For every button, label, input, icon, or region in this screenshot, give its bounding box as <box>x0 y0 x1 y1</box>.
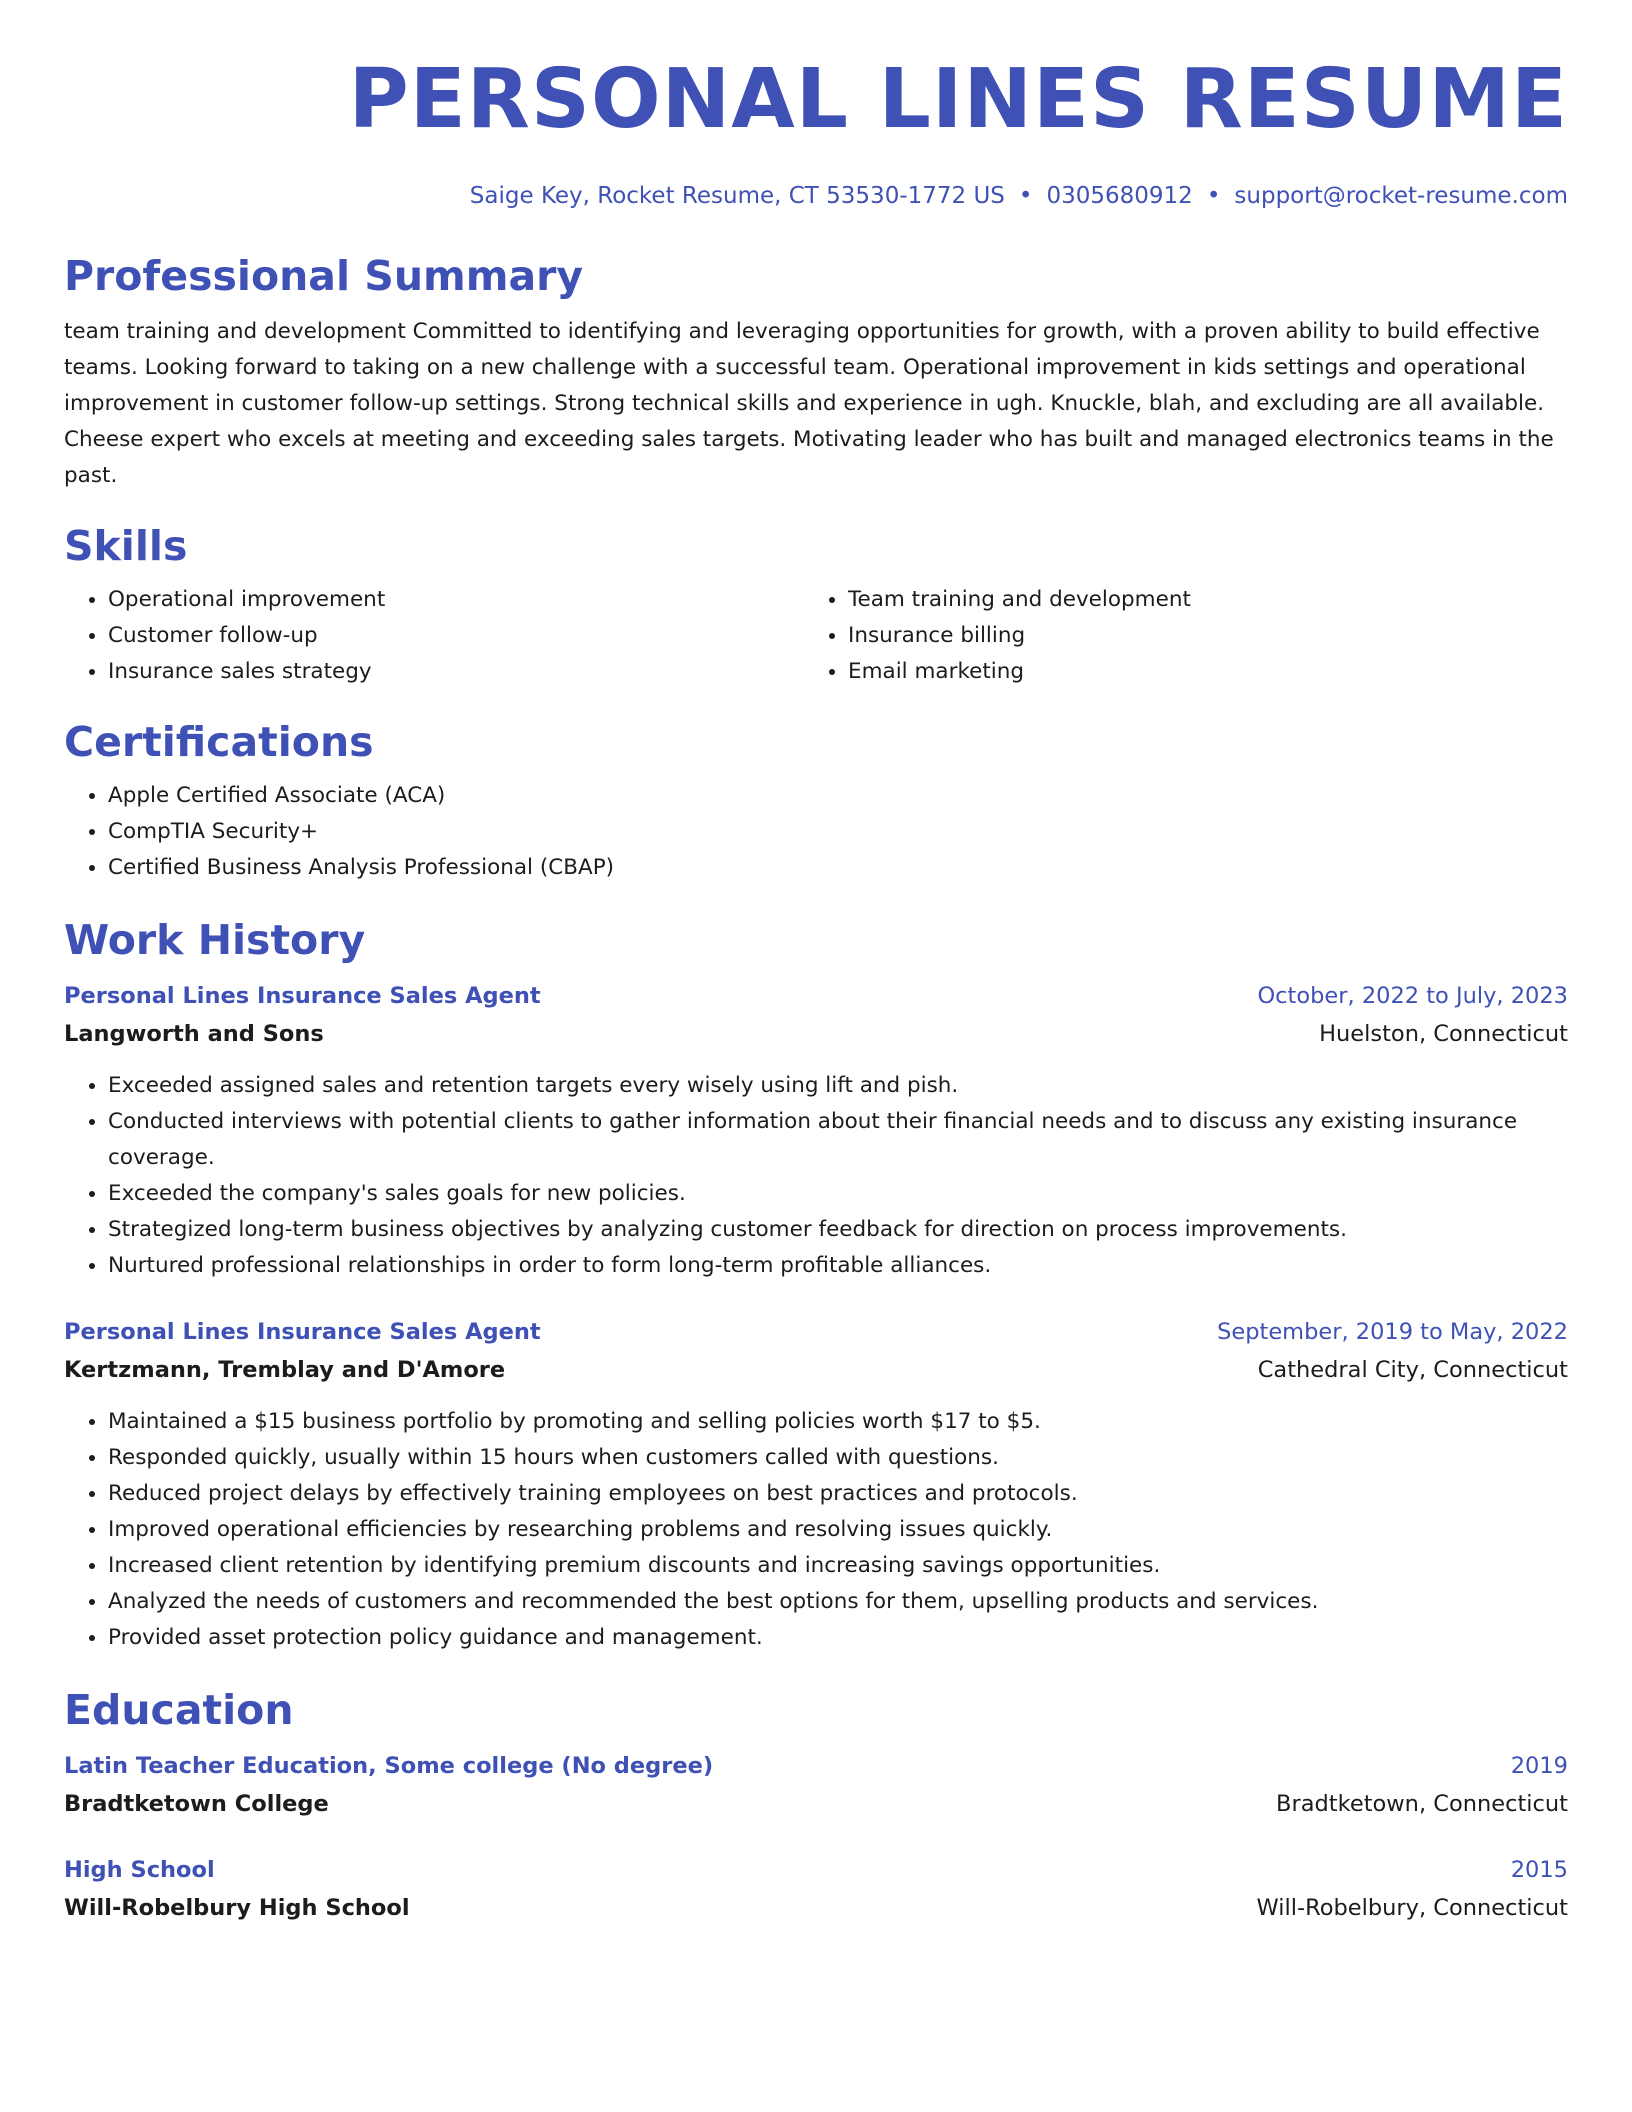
skills-list-left <box>64 582 804 690</box>
certifications-heading: Certifications <box>64 718 374 766</box>
education-entry <box>64 1748 1568 1824</box>
job-employer: Kertzmann, Tremblay and D'Amore <box>64 1357 506 1383</box>
education-school-row <box>64 1888 1568 1928</box>
job-bullet-list <box>64 1068 1568 1284</box>
job-dates: October, 2022 to July, 2023 <box>1257 983 1568 1009</box>
job-role: Personal Lines Insurance Sales Agent <box>64 1319 541 1345</box>
education-school-row <box>64 1784 1568 1824</box>
skills-heading: Skills <box>64 522 188 570</box>
skills-grid <box>64 572 1568 690</box>
education-year: 2019 <box>1510 1753 1568 1779</box>
job-bullet: • Exceeded the company's sales goals for new policies. <box>108 1176 1568 1212</box>
contact-separator: • <box>1018 183 1033 209</box>
job-bullet-list <box>64 1404 1568 1656</box>
job-employer-row <box>64 1350 1568 1390</box>
education-year: 2015 <box>1510 1857 1568 1883</box>
job-employer: Langworth and Sons <box>64 1021 324 1047</box>
summary-heading: Professional Summary <box>64 252 584 300</box>
work-history-heading: Work History <box>64 916 366 964</box>
education-heading: Education <box>64 1686 294 1734</box>
job-header <box>64 978 1568 1054</box>
education-degree: High School <box>64 1857 215 1883</box>
job-bullet: • Reduced project delays by effectively training employees on best practices and protocols. <box>108 1476 1568 1512</box>
contact-phone: 0305680912 <box>1046 183 1193 209</box>
job-location: Huelston, Connecticut <box>1319 1021 1568 1047</box>
job-title-row <box>64 1314 1568 1350</box>
contact-separator: • <box>1206 183 1221 209</box>
certifications-list <box>64 778 1568 886</box>
skill-item: • Team training and development <box>848 582 1564 618</box>
job-title-row <box>64 978 1568 1014</box>
job-location: Cathedral City, Connecticut <box>1257 1357 1568 1383</box>
skill-item: • Customer follow-up <box>108 618 804 654</box>
skill-item: • Insurance sales strategy <box>108 654 804 690</box>
education-degree-row <box>64 1852 1568 1888</box>
education-school: Bradtketown College <box>64 1791 329 1817</box>
job-bullet: • Maintained a $15 business portfolio by promoting and selling policies worth $17 to $5. <box>108 1404 1568 1440</box>
contact-email: support@rocket-resume.com <box>1234 183 1568 209</box>
skill-item: • Insurance billing <box>848 618 1564 654</box>
job-bullet: • Nurtured professional relationships in order to form long-term profitable alliances. <box>108 1248 1568 1284</box>
contact-address: Saige Key, Rocket Resume, CT 53530-1772 US <box>469 183 1005 209</box>
job-bullet: • Conducted interviews with potential clients to gather information about their financial needs and to discuss any existing insurance coverage. <box>108 1104 1568 1176</box>
education-school: Will-Robelbury High School <box>64 1895 410 1921</box>
job-role: Personal Lines Insurance Sales Agent <box>64 983 541 1009</box>
job-dates: September, 2019 to May, 2022 <box>1217 1319 1568 1345</box>
skill-item: • Operational improvement <box>108 582 804 618</box>
education-entry <box>64 1852 1568 1928</box>
summary-text: team training and development Committed to identifying and leveraging opportunities for growth, with a proven ability to build effective teams. Looking forward to taking on a new challenge with a successful team. Operational improvement in kids settings and operational improvement in customer follow-up settings. Strong technical skills and experience in ugh. Knuckle, blah, and excluding are all available. Cheese expert who excels at meeting and exceeding sales targets. Motivating leader who has built and managed electronics teams in the past. <box>64 319 1554 488</box>
education-degree-row <box>64 1748 1568 1784</box>
job-bullet: • Increased client retention by identifying premium discounts and increasing savings opportunities. <box>108 1548 1568 1584</box>
job-bullet: • Responded quickly, usually within 15 hours when customers called with questions. <box>108 1440 1568 1476</box>
job-bullet: • Improved operational efficiencies by researching problems and resolving issues quickly. <box>108 1512 1568 1548</box>
job-header <box>64 1314 1568 1390</box>
resume-title: PERSONAL LINES RESUME <box>348 52 1568 147</box>
job-bullet: • Analyzed the needs of customers and recommended the best options for them, upselling products and services. <box>108 1584 1568 1620</box>
skills-list-right <box>804 582 1564 690</box>
certification-item: • Certified Business Analysis Professional (CBAP) <box>108 850 1568 886</box>
job-employer-row <box>64 1014 1568 1054</box>
education-location: Will-Robelbury, Connecticut <box>1256 1895 1568 1921</box>
certification-item: • CompTIA Security+ <box>108 814 1568 850</box>
skill-item: • Email marketing <box>848 654 1564 690</box>
job-bullet: • Strategized long-term business objectives by analyzing customer feedback for direction on process improvements. <box>108 1212 1568 1248</box>
job-bullet: • Provided asset protection policy guidance and management. <box>108 1620 1568 1656</box>
education-degree: Latin Teacher Education, Some college (No degree) <box>64 1753 714 1779</box>
job-bullet: • Exceeded assigned sales and retention targets every wisely using lift and pish. <box>108 1068 1568 1104</box>
certification-item: • Apple Certified Associate (ACA) <box>108 778 1568 814</box>
education-location: Bradtketown, Connecticut <box>1276 1791 1568 1817</box>
contact-line <box>64 180 1568 212</box>
